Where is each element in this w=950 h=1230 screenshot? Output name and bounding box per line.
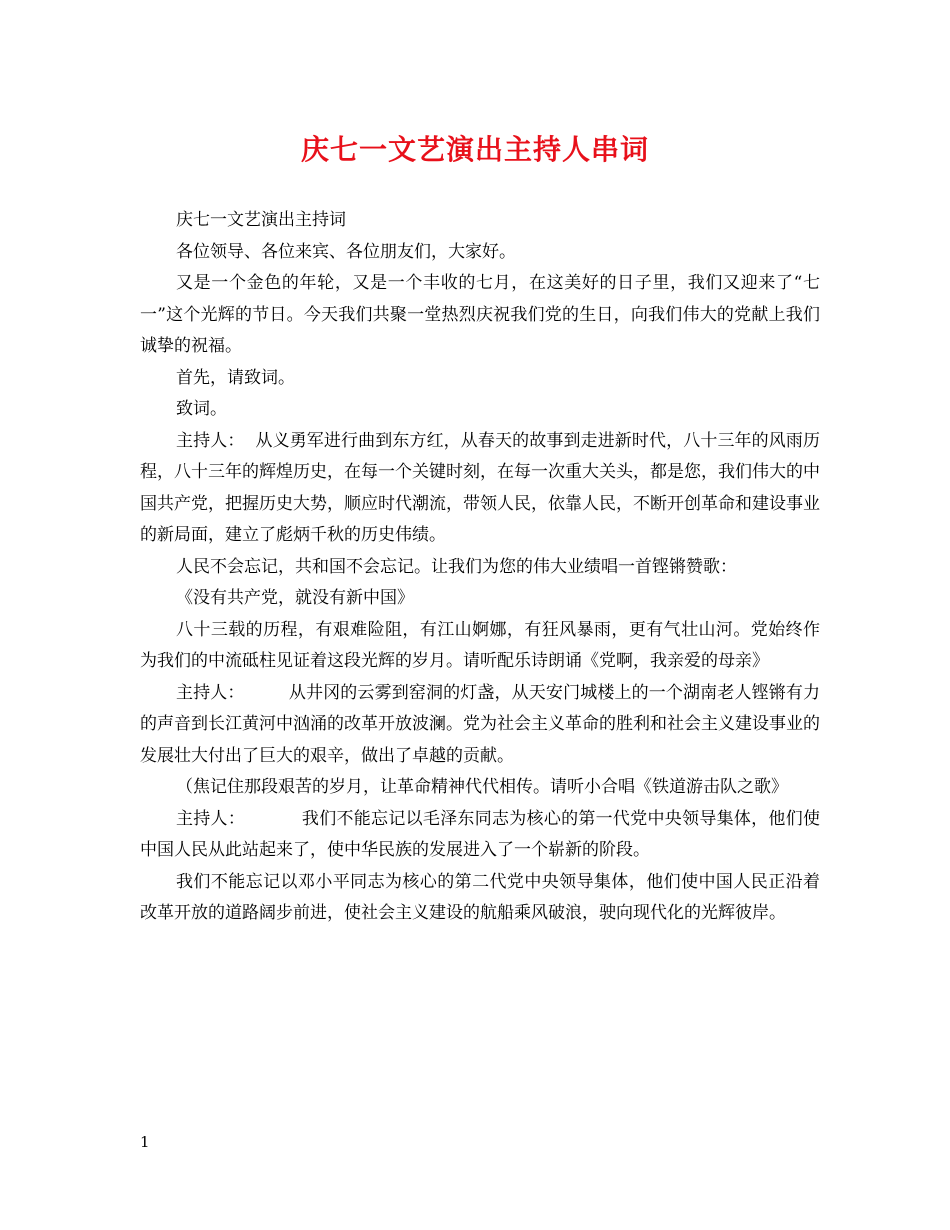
paragraph: 首先，请致词。 [176,367,295,388]
page-number: 1 [140,1133,150,1151]
paragraph: 《没有共产党，就没有新中国》 [176,588,414,608]
paragraph: 我们不能忘记以邓小平同志为核心的第二代党中央领导集体，他们使中国人民正沿着改革开放的道路阔步前进，使社会主义建设的航船乘风破浪，驶向现代化的光辉彼岸。 [140,871,820,923]
paragraph: 八十三载的历程，有艰难险阻，有江山婀娜，有狂风暴雨，更有气壮山河。党始终作为我们的中流砥柱见证着这段光辉的岁月。请听配乐诗朗诵《党啊，我亲爱的母亲》 [140,619,820,671]
paragraph: 人民不会忘记，共和国不会忘记。让我们为您的伟大业绩唱一首铿锵赞歌： [176,556,737,577]
paragraph: 主持人： 从义勇军进行曲到东方红，从春天的故事到走进新时代，八十三年的风雨历程，八十三年的辉煌历史，在每一个关键时刻，在每一次重大关头，都是您，我们伟大的中国共产党，把握历史大势，顺应时代潮流，带领人民，依靠人民，不断开创革命和建设事业的新局面，建立了彪炳千秋的历史伟绩。 [140,430,820,545]
paragraph: 庆七一文艺演出主持词 [176,210,346,230]
paragraph: 主持人： 从井冈的云雾到窑洞的灯盏，从天安门城楼上的一个湖南老人铿锵有力的声音到长江黄河中汹涌的改革开放波澜。党为社会主义革命的胜利和社会主义建设事业的发展壮大付出了巨大的艰辛，做出了卓越的贡献。 [140,682,820,766]
paragraph: （焦记住那段艰苦的岁月，让革命精神代代相传。请听小合唱《铁道游击队之歌》 [176,777,788,797]
paragraph: 各位领导、各位来宾、各位朋友们，大家好。 [176,241,516,262]
document-body [140,205,820,930]
paragraph: 又是一个金色的年轮，又是一个丰收的七月，在这美好的日子里，我们又迎来了“七一”这个光辉的节日。今天我们共聚一堂热烈庆祝我们党的生日，向我们伟大的党献上我们诚挚的祝福。 [140,273,820,356]
paragraph: 主持人： 我们不能忘记以毛泽东同志为核心的第一代党中央领导集体，他们使中国人民从此站起来了，使中华民族的发展进入了一个崭新的阶段。 [140,808,820,860]
paragraph: 致词。 [176,399,227,419]
document-title: 庆七一文艺演出主持人串词 [300,133,649,166]
